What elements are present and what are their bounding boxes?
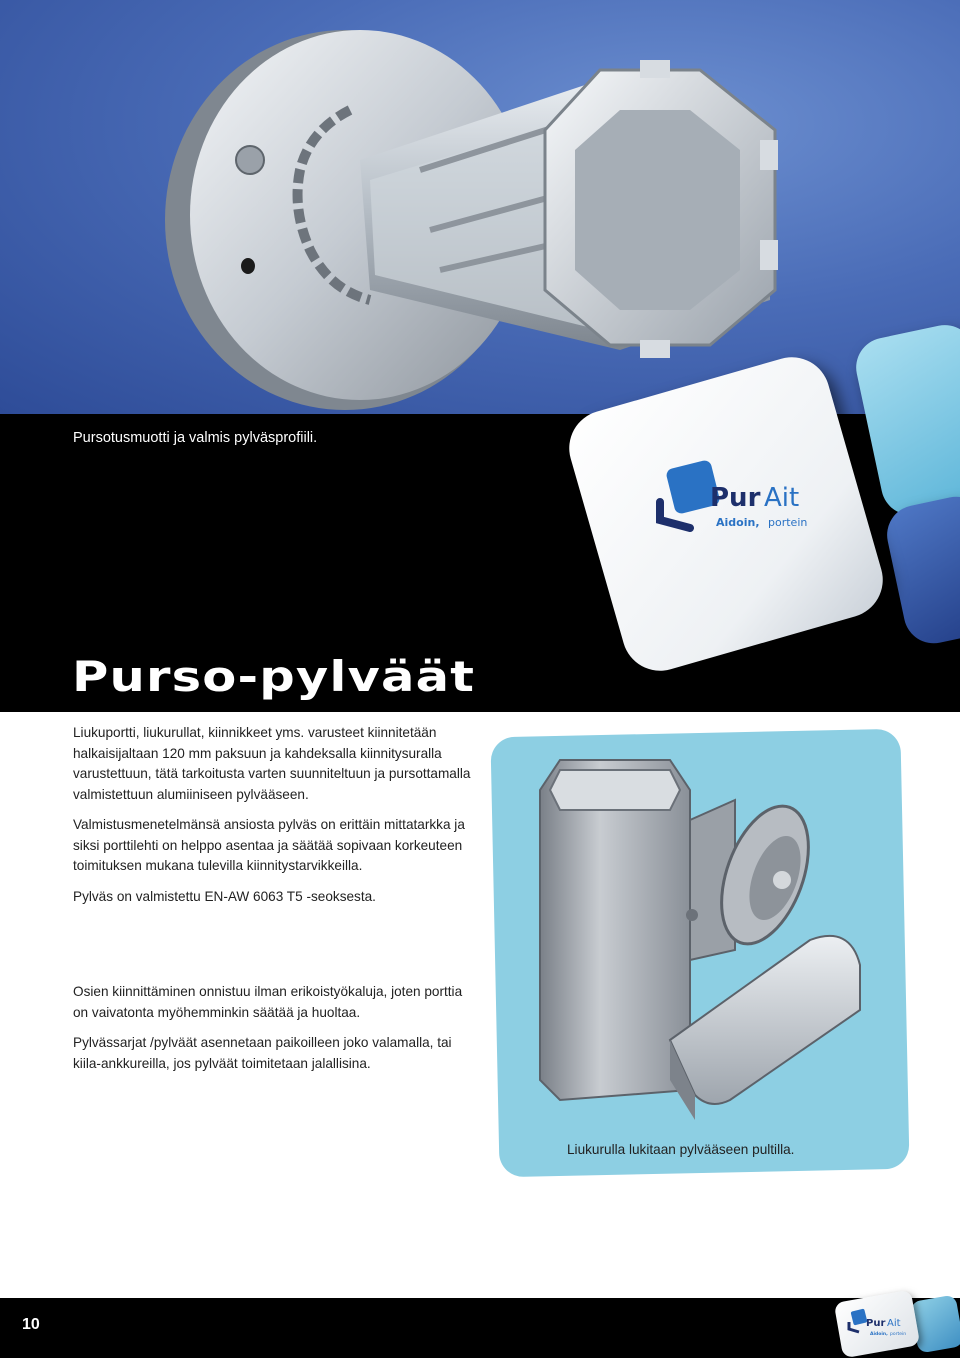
hero-caption: Pursotusmuotti ja valmis pylväsprofiili.: [73, 430, 318, 446]
paragraph: Pylvässarjat /pylväät asennetaan paikoilleen joko valamalla, tai kiila-ankkureilla, jos pylväät toimitetaan jalallisina.: [73, 1035, 452, 1071]
footer-tagline-strong: Aidoin,: [870, 1332, 888, 1337]
body-text-lower: [73, 982, 473, 1074]
logo-tagline-light: portein: [768, 516, 808, 529]
page-number: 10: [22, 1316, 40, 1333]
hero-photo: [0, 0, 960, 414]
body-text-upper: [73, 723, 473, 907]
paragraph: Valmistusmenetelmänsä ansiosta pylväs on erittäin mittatarkka ja siksi porttilehti on helppo asentaa ja säätää sopivaan korkeuteen toimituksen mukana tulevilla kiinnitystarvikkeilla.: [73, 817, 465, 873]
footer-tagline-light: portein: [890, 1332, 907, 1337]
paragraph: Liukuportti, liukurullat, kiinnikkeet yms. varusteet kiinnitetään halkaisijaltaan 120 mm paksuun ja kahdeksalla kiinnitysuralla varustettuun, tätä tarkoitusta varten suunniteltuun ja pursottamalla valmistettuun alumiiniseen pylvääseen.: [73, 725, 471, 802]
paragraph: Osien kiinnittäminen onnistuu ilman erikoistyökaluja, joten porttia on vaivatonta myöhemminkin säätää ja huoltaa.: [73, 984, 463, 1020]
footer-logo-strong: Pur: [866, 1318, 886, 1329]
footer-band: [0, 1298, 960, 1358]
roller-illustration: [520, 750, 880, 1140]
footer-decor-tile: [910, 1294, 960, 1353]
logo-tagline-strong: Aidoin,: [716, 516, 760, 529]
puraite-logo: [650, 456, 840, 546]
extrusion-die-illustration: [0, 0, 960, 414]
page-title: Purso-pylväät: [72, 652, 476, 701]
logo-brand-light: Ait: [764, 483, 800, 513]
logo-brand-strong: Pur: [710, 483, 761, 513]
footer-logo-light: Ait: [887, 1318, 901, 1329]
panel-caption: Liukurulla lukitaan pylvääseen pultilla.: [567, 1142, 795, 1157]
paragraph: Pylväs on valmistettu EN-AW 6063 T5 -seoksesta.: [73, 888, 376, 904]
footer-logo: [846, 1306, 912, 1342]
